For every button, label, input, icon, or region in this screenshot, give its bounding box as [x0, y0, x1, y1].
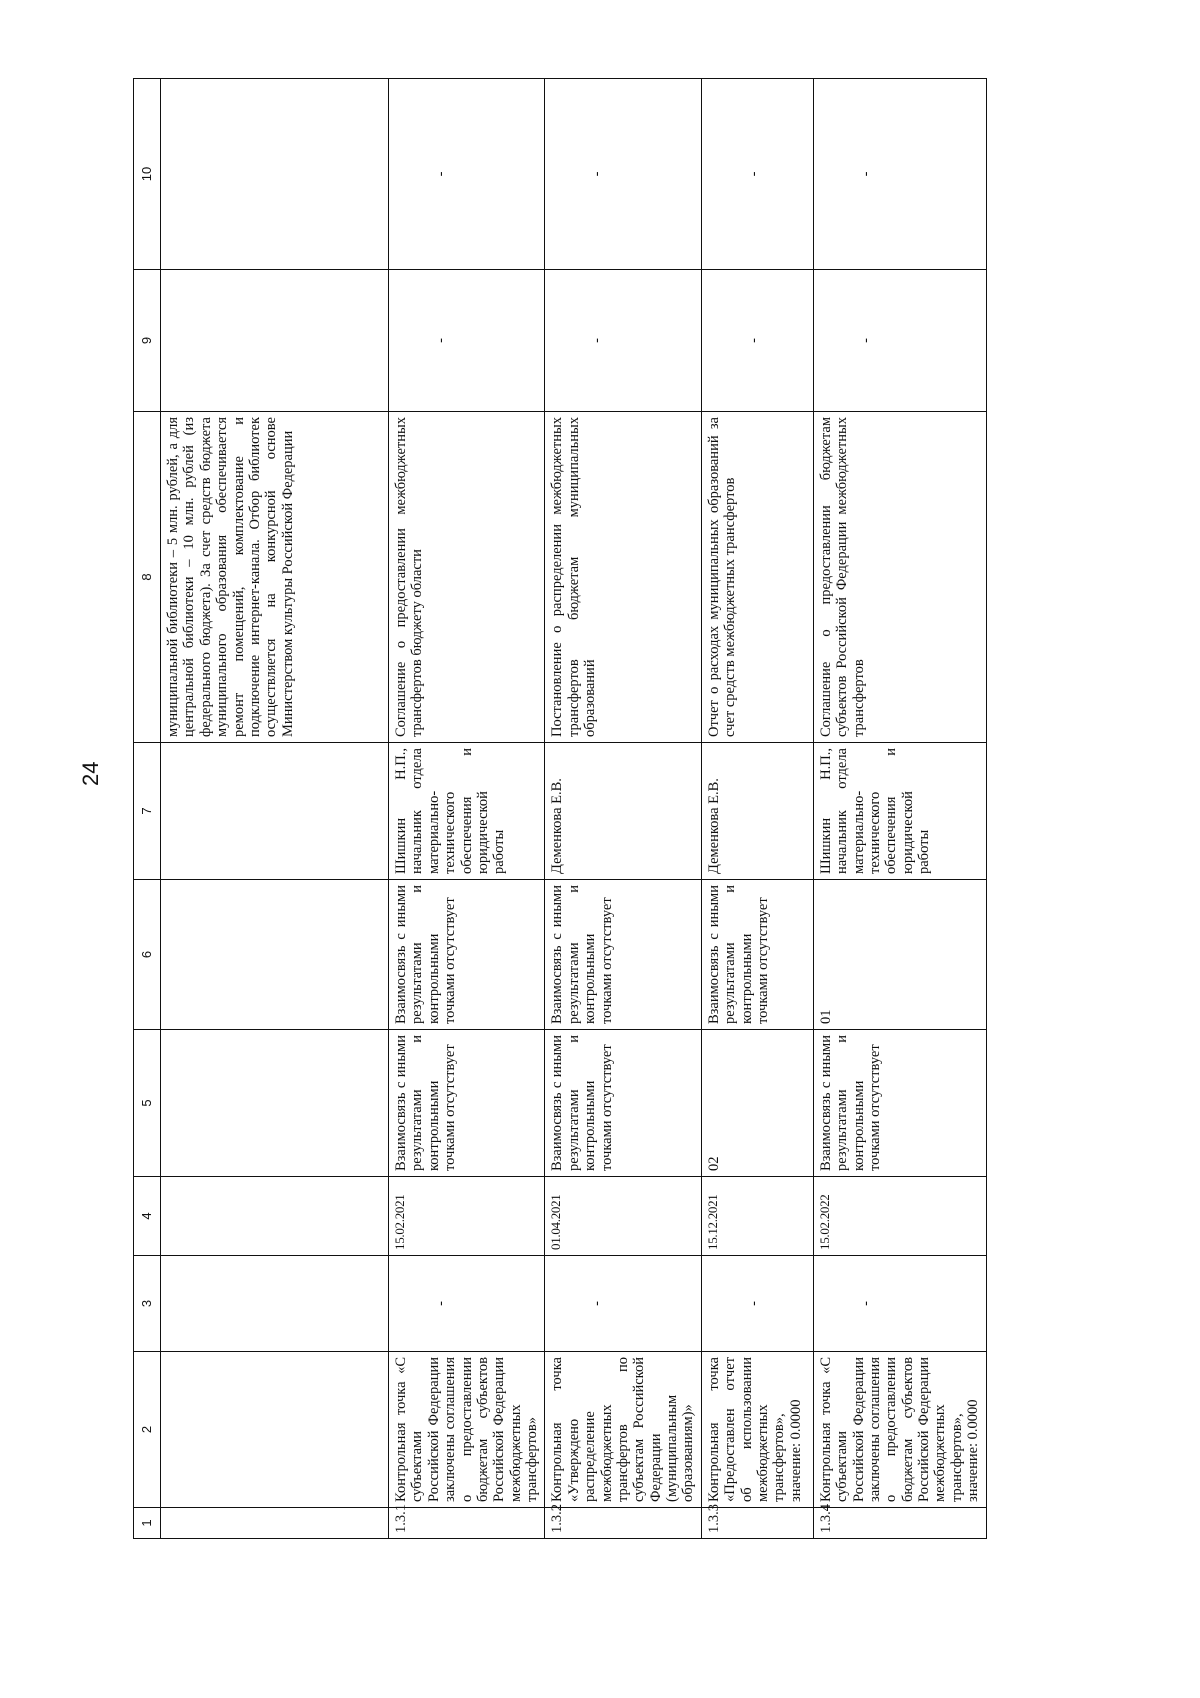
responsible-person: Деменкова Е.В.: [545, 743, 701, 880]
cell-col9: -: [813, 270, 986, 412]
row-number: 1.3.2: [545, 1508, 701, 1539]
cell-funding-description: муниципальной библиотеки – 5 млн. рублей, а для центральной библиотеки – 10 млн. рублей (из федерального бюджета). За счет средств бюджета муниципального образования обеспечивается ремонт помещений, комплектование и подключение интернет-канала. Отбор библиотек осуществляется на конкурсной основе Министерством культуры Российской Федерации: [161, 412, 389, 743]
cell-col6: Взаимосвязь с иными результатами и контрольными точками отсутствует: [545, 880, 701, 1030]
cell-col10: -: [813, 79, 986, 270]
cell-empty: [161, 1256, 389, 1352]
header-cell: 9: [134, 270, 161, 412]
control-point-name: Контрольная точка «С субъектами Российской Федерации заключены соглашения о предоставлении бюджетам субъектов Российской Федерации межбюджетных трансфертов»: [389, 1352, 545, 1508]
cell-col9: -: [545, 270, 701, 412]
header-cell: 7: [134, 743, 161, 880]
cell-empty: [161, 1030, 389, 1177]
header-cell: 4: [134, 1177, 161, 1256]
page-number: 24: [78, 761, 103, 786]
cell-col10: -: [389, 79, 545, 270]
cell-col9: -: [389, 270, 545, 412]
cell-empty: [161, 1508, 389, 1539]
header-cell: 10: [134, 79, 161, 270]
document-type: Отчет о расходах муниципальных образований за счет средств межбюджетных трансфертов: [701, 412, 813, 743]
cell-col3: -: [813, 1256, 986, 1352]
cell-empty: [161, 880, 389, 1030]
control-point-name: Контрольная точка «С субъектами Российской Федерации заключены соглашения о предоставлении бюджетам субъектов Российской Федерации межбюджетных трансфертов», значение: 0.0000: [813, 1352, 986, 1508]
responsible-person: Шишкин Н.П., начальник отдела материально-технического обеспечения и юридической работы: [389, 743, 545, 880]
cell-col5: Взаимосвязь с иными результатами и контрольными точками отсутствует: [545, 1030, 701, 1177]
header-row: [134, 79, 161, 1539]
cell-col5: Взаимосвязь с иными результатами и контрольными точками отсутствует: [389, 1030, 545, 1177]
rotated-table-container: [133, 79, 985, 1539]
header-cell: 1: [134, 1508, 161, 1539]
cell-col10: -: [545, 79, 701, 270]
cell-empty: [161, 743, 389, 880]
row-number: 1.3.4: [813, 1508, 986, 1539]
header-cell: 6: [134, 880, 161, 1030]
cell-empty: [161, 1352, 389, 1508]
document-type: Постановление о распределении межбюджетных трансфертов бюджетам муниципальных образований: [545, 412, 701, 743]
cell-col5: 02: [701, 1030, 813, 1177]
table-row: [389, 79, 545, 1539]
cell-empty: [161, 1177, 389, 1256]
due-date: 01.04.2021: [545, 1177, 701, 1256]
cell-col5: Взаимосвязь с иными результатами и контрольными точками отсутствует: [813, 1030, 986, 1177]
row-number: 1.3.3: [701, 1508, 813, 1539]
cell-empty: [161, 270, 389, 412]
due-date: 15.02.2021: [389, 1177, 545, 1256]
control-point-name: Контрольная точка «Утверждено распределение межбюджетных трансфертов по субъектам Российской Федерации (муниципальным образованиям)»: [545, 1352, 701, 1508]
responsible-person: Деменкова Е.В.: [701, 743, 813, 880]
cell-col6: Взаимосвязь с иными результатами и контрольными точками отсутствует: [701, 880, 813, 1030]
header-cell: 8: [134, 412, 161, 743]
cell-col9: -: [701, 270, 813, 412]
cell-col3: -: [389, 1256, 545, 1352]
control-points-table: [133, 78, 987, 1539]
row-number: 1.3.1: [389, 1508, 545, 1539]
cell-col6: 01: [813, 880, 986, 1030]
due-date: 15.02.2022: [813, 1177, 986, 1256]
continuation-row: [161, 79, 389, 1539]
cell-col10: -: [701, 79, 813, 270]
cell-col6: Взаимосвязь с иными результатами и контрольными точками отсутствует: [389, 880, 545, 1030]
table-row: [813, 79, 986, 1539]
header-cell: 2: [134, 1352, 161, 1508]
due-date: 15.12.2021: [701, 1177, 813, 1256]
header-cell: 3: [134, 1256, 161, 1352]
cell-empty: [161, 79, 389, 270]
cell-col3: -: [701, 1256, 813, 1352]
document-type: Соглашение о предоставлении межбюджетных трансфертов бюджету области: [389, 412, 545, 743]
header-cell: 5: [134, 1030, 161, 1177]
control-point-name: Контрольная точка «Предоставлен отчет об использовании межбюджетных трансфертов», значение: 0.0000: [701, 1352, 813, 1508]
table-row: [701, 79, 813, 1539]
cell-col3: -: [545, 1256, 701, 1352]
responsible-person: Шишкин Н.П., начальник отдела материально-технического обеспечения и юридической работы: [813, 743, 986, 880]
table-row: [545, 79, 701, 1539]
document-type: Соглашение о предоставлении бюджетам субъектов Российской Федерации межбюджетных трансфертов: [813, 412, 986, 743]
